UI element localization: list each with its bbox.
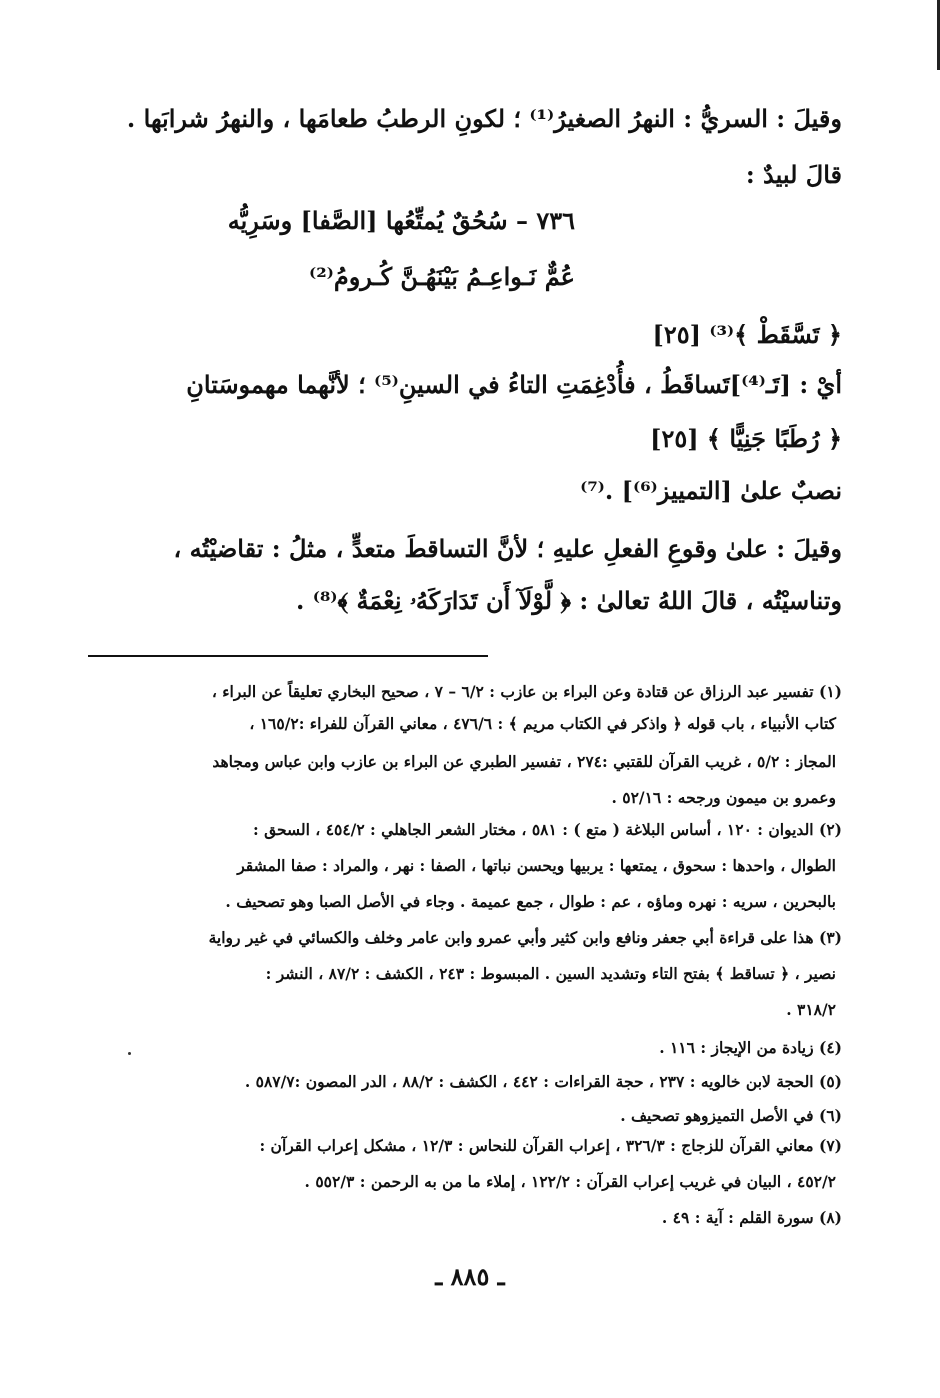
footnote-3-line-1: (٣) هذا على قراءة أبي جعفر ونافع وابن كثير وأبي عمرو وابن عامر وخلف والكسائي في غير رواية: [208, 928, 842, 947]
body-line-3: أيْ : [تَـ⁽⁴⁾]تَساقَطُ ، فأُدْغِمَتِ التاءُ في السينِ⁽⁵⁾ ؛ لأنَّهما مهموسَتانِ: [186, 370, 842, 399]
footnote-7-line-1: (٧) معاني القرآن للزجاج : ٣٢٦/٣ ، إعراب القرآن للنحاس : ١٢/٣ ، مشكل إعراب القرآن :: [259, 1136, 842, 1155]
footnote-3-line-3: ٣١٨/٢ .: [786, 1000, 836, 1019]
poem-verse-second-hemistich: عُمٌّ نَـواعِـمُ بَيْنَهُـنَّ كُـرومُ⁽²⁾: [309, 262, 575, 291]
footnote-6: (٦) في الأصل التميزوهو تصحيف .: [620, 1106, 842, 1125]
body-line-4: نصبٌ علىٰ [التمييز⁽⁶⁾] .⁽⁷⁾: [580, 476, 842, 505]
footnote-2-line-3: بالبحرين ، سريه : نهره وماؤه ، عم : طوال ، جمع عميمة . وجاء في الأصل الصبا وهو تصحيف .: [225, 892, 836, 911]
page-number: ـ ٨٨٥ ـ: [435, 1262, 505, 1291]
footnote-2-line-2: الطوال ، واحدها : سحوق ، يمتعها : يربيها ويحسن نباتها ، الصفا : نهر ، والمراد : صفا المشقر: [237, 856, 836, 875]
footnote-3-line-2: نصير ، ﴿ تساقط ﴾ بفتح التاء وتشديد السين . المبسوط : ٢٤٣ ، الكشف : ٨٧/٢ ، النشر :: [265, 964, 836, 983]
quran-heading-rutaban: ﴿ رُطَبًا جَنِيًّا ﴾ [٢٥]: [650, 424, 842, 453]
footnote-7-line-2: ٤٥٢/٢ ، البيان في غريب إعراب القرآن : ١٢٢/٢ ، إملاء ما من به الرحمن : ٥٥٢/٣ .: [304, 1172, 836, 1191]
body-line-2: قالَ لبيدٌ :: [745, 160, 842, 189]
footnote-1-line-3: المجاز : ٥/٢ ، غريب القرآن للقتبي :٢٧٤ ، تفسير الطبري عن البراء بن عازب وابن عباس ومجاهد: [212, 752, 836, 771]
body-line-1: وقيلَ : السريُّ : النهرُ الصغيرُ⁽¹⁾ ؛ لكونِ الرطبُ طعامَها ، والنهرُ شرابَها .: [126, 104, 842, 133]
body-line-5: وقيلَ : علىٰ وقوعِ الفعلِ عليهِ ؛ لأنَّ التساقطَ متعدٍّ ، مثلُ : تقاضيْتُه ،: [173, 534, 842, 563]
footnote-1-line-2: كتاب الأنبياء ، باب قوله ﴿ واذكر في الكتاب مريم ﴾ : ٤٧٦/٦ ، معاني القرآن للفراء :١٦٥/٢ ،: [249, 714, 836, 733]
body-line-6: وتناسيْتُه ، قالَ اللهُ تعالىٰ : ﴿ لَّوْلَآ أَن تَدَارَكَهُۥ نِعْمَةٌ ﴾⁽⁸⁾ .: [295, 586, 842, 615]
footnote-4: (٤) زيادة من الإيجاز : ١١٦ .: [659, 1038, 842, 1057]
footnote-5: (٥) الحجة لابن خالويه : ٢٣٧ ، حجة القراءات : ٤٤٢ ، الكشف : ٨٨/٢ ، الدر المصون :٥٨٧/٧ .: [244, 1072, 842, 1091]
footnote-1-line-4: وعمرو بن ميمون ورجحه : ٥٢/١٦ .: [611, 788, 836, 807]
footnote-8: (٨) سورة القلم : آية : ٤٩ .: [661, 1208, 842, 1227]
footnote-divider: [88, 655, 488, 657]
scan-dot: [128, 1052, 131, 1055]
footnote-2-line-1: (٢) الديوان : ١٢٠ ، أساس البلاغة ( متع ) : ٥٨١ ، مختار الشعر الجاهلي : ٤٥٤/٢ ، السحق :: [252, 820, 842, 839]
footnote-1-line-1: (١) تفسير عبد الرزاق عن قتادة وعن البراء بن عازب : ٦/٢ – ٧ ، صحيح البخاري تعليقاً عن البراء ،: [211, 682, 842, 701]
poem-verse-first-hemistich: ٧٣٦ – سُحُقٌ يُمتِّعُها [الصَّفا] وسَرِيُّه: [227, 206, 575, 235]
quran-heading-tassaqat: ﴿ تَسَّقَطْ ﴾⁽³⁾ [٢٥]: [652, 320, 842, 349]
